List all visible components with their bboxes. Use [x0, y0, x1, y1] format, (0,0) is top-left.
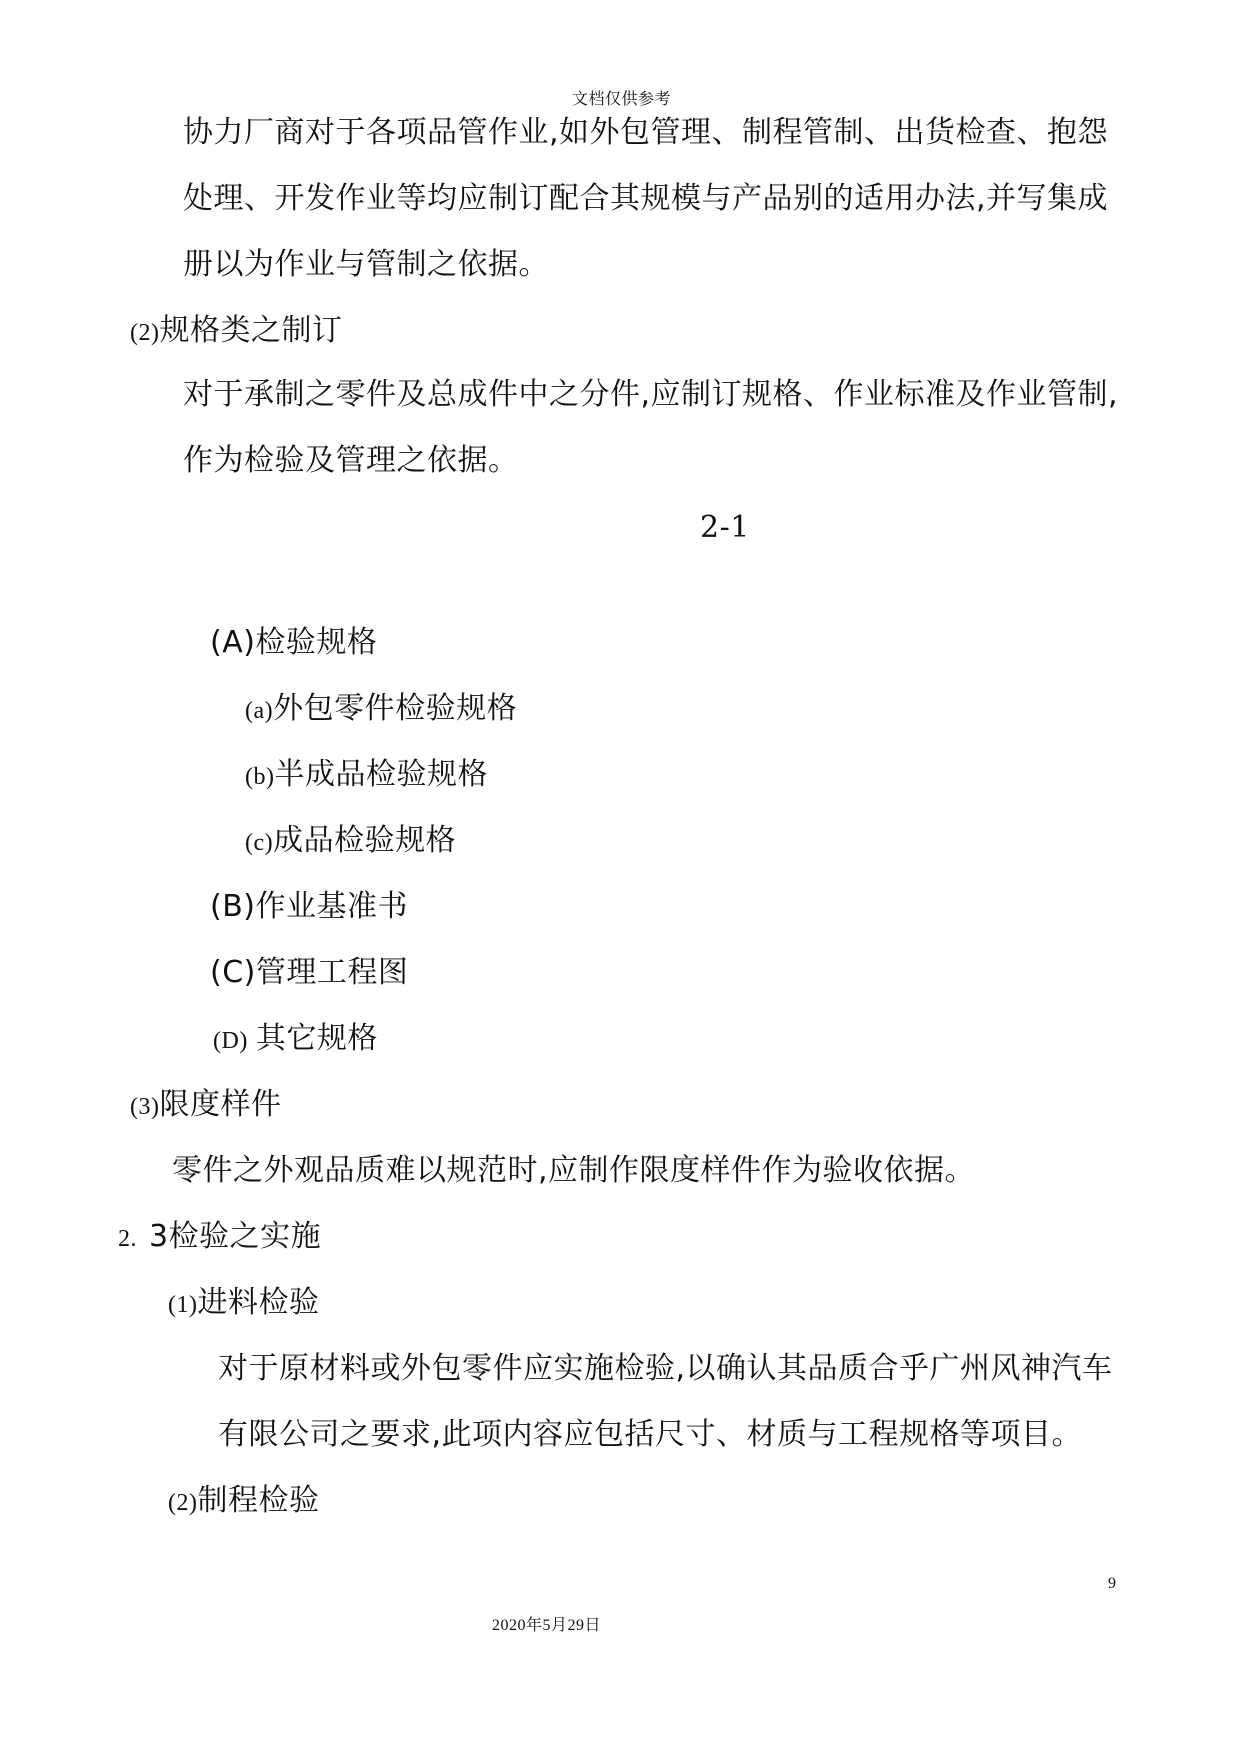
list-marker: (3): [130, 1094, 160, 1120]
list-item-heading: [168, 1481, 319, 1523]
paragraph-line: 零件之外观品质难以规范时,应制作限度样件作为验收依据。: [172, 1153, 976, 1188]
paragraph-line: 协力厂商对于各项品管作业,如外包管理、制程管制、出货检查、抱怨: [183, 115, 1109, 150]
list-text: 外包零件检验规格: [273, 691, 518, 726]
section-marker: 2.: [118, 1226, 137, 1252]
paragraph-line: 有限公司之要求,此项内容应包括尺寸、材质与工程规格等项目。: [218, 1417, 1083, 1452]
footer-date: 2020年5月29日: [492, 1617, 602, 1634]
list-item: [245, 755, 488, 797]
list-marker: (b): [245, 764, 275, 790]
list-item-heading: [130, 1085, 281, 1127]
list-item-heading: [130, 311, 342, 353]
list-marker: (a): [245, 698, 274, 724]
list-title: 制程检验: [197, 1483, 320, 1518]
list-marker: (D): [213, 1028, 248, 1054]
list-item: (B)作业基准书: [210, 889, 408, 924]
list-item: [213, 1019, 378, 1061]
section-title: 3检验之实施: [149, 1219, 322, 1254]
list-title: 规格类之制订: [159, 313, 343, 348]
paragraph-line: 作为检验及管理之依据。: [183, 443, 519, 478]
page-number: 9: [1108, 1575, 1117, 1592]
list-item: (C)管理工程图: [210, 955, 409, 990]
section-heading: [118, 1217, 321, 1259]
list-text: 其它规格: [255, 1021, 378, 1056]
paragraph-line: 册以为作业与管制之依据。: [183, 247, 549, 282]
list-item: (A)检验规格: [210, 625, 378, 660]
list-text: 成品检验规格: [273, 823, 457, 858]
list-marker: (2): [168, 1490, 198, 1516]
list-item: [245, 821, 456, 863]
header-watermark: 文档仅供参考: [572, 91, 672, 108]
paragraph-line: 处理、开发作业等均应制订配合其规模与产品别的适用办法,并写集成: [183, 181, 1109, 216]
paragraph-line: 对于原材料或外包零件应实施检验,以确认其品质合乎广州风神汽车: [218, 1351, 1113, 1386]
figure-reference: 2-1: [700, 510, 750, 545]
list-item: [245, 689, 517, 731]
list-marker: (1): [168, 1292, 198, 1318]
list-item-heading: [168, 1283, 319, 1325]
paragraph-line: 对于承制之零件及总成件中之分件,应制订规格、作业标准及作业管制,: [183, 377, 1119, 412]
list-marker: (2): [130, 320, 160, 346]
list-text: 半成品检验规格: [274, 757, 488, 792]
list-marker: (c): [245, 830, 274, 856]
list-title: 限度样件: [159, 1087, 282, 1122]
list-title: 进料检验: [197, 1285, 320, 1320]
